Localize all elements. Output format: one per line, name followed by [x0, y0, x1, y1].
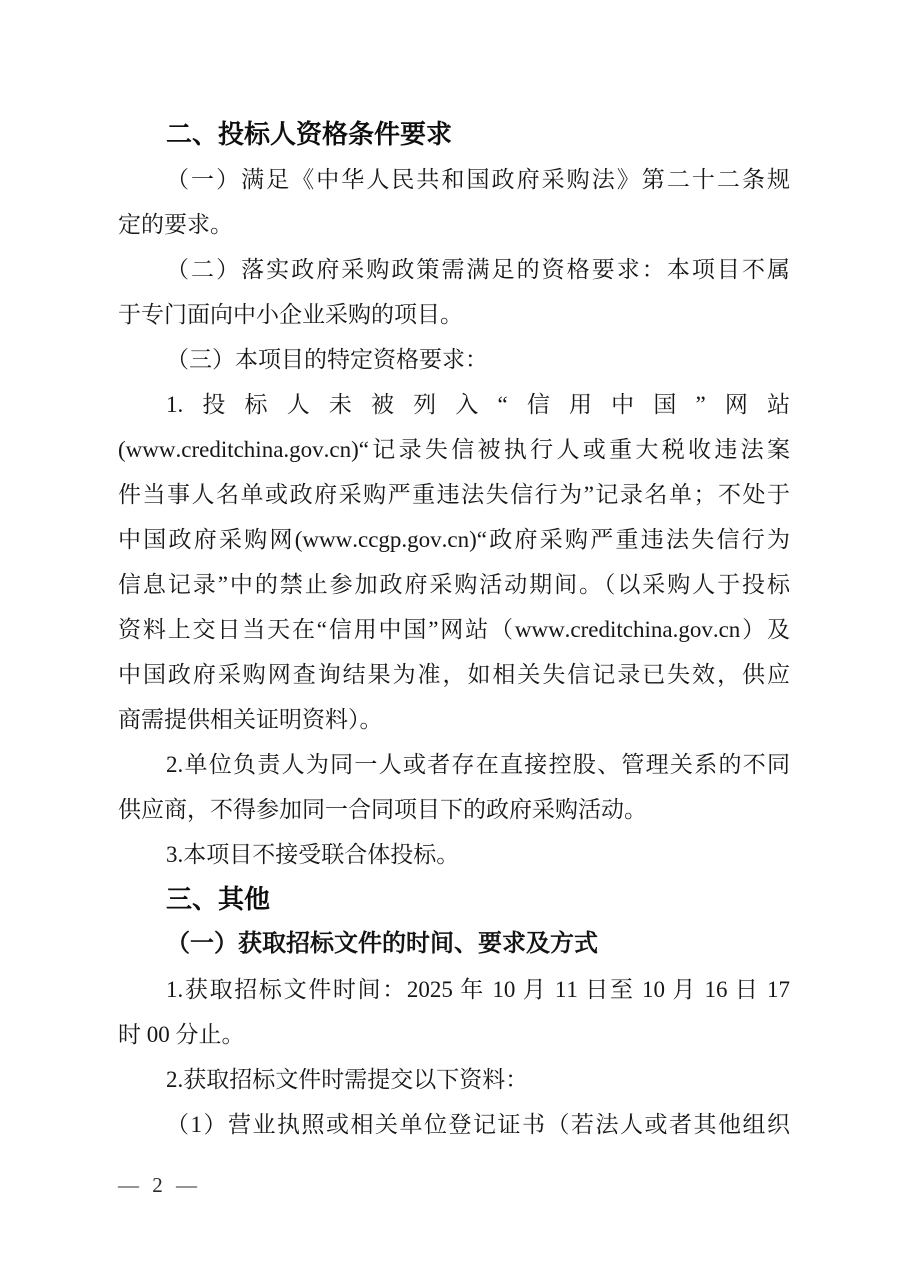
paragraph-line: 商需提供相关证明资料）。 [118, 707, 383, 732]
paragraph-line: 2.单位负责人为同一人或者存在直接控股、管理关系的不同 [166, 752, 790, 777]
page-number: — 2 — [118, 1173, 201, 1197]
paragraph-line: 时 00 分止。 [118, 1022, 245, 1047]
sub-heading-document-acquisition: （一）获取招标文件的时间、要求及方式 [166, 931, 598, 957]
document-body [118, 112, 790, 1147]
paragraph-line: (www.creditchina.gov.cn)“记录失信被执行人或重大税收违法案 [118, 437, 790, 462]
section-heading-other: 三、其他 [166, 884, 271, 914]
paragraph-line: （三）本项目的特定资格要求： [166, 347, 488, 372]
paragraph-line: 中国政府采购网(www.ccgp.gov.cn)“政府采购严重违法失信行为 [118, 527, 790, 552]
paragraph-line: 于专门面向中小企业采购的项目。 [118, 302, 463, 327]
paragraph-line: 中国政府采购网查询结果为准，如相关失信记录已失效，供应 [118, 662, 790, 687]
paragraph-line: 资料上交日当天在“信用中国”网站（www.creditchina.gov.cn）及 [118, 617, 790, 642]
paragraph-line: （1）营业执照或相关单位登记证书（若法人或者其他组织 [166, 1112, 790, 1137]
paragraph-line: （一）满足《中华人民共和国政府采购法》第二十二条规 [166, 167, 790, 192]
paragraph-line: 定的要求。 [118, 212, 233, 237]
section-heading-bidder-qualifications: 二、投标人资格条件要求 [166, 119, 453, 149]
paragraph-line: 件当事人名单或政府采购严重违法失信行为”记录名单；不处于 [118, 482, 790, 507]
paragraph-line: 供应商，不得参加同一合同项目下的政府采购活动。 [118, 797, 647, 822]
paragraph-line: 1.投标人未被列入“信用中国”网站 [166, 392, 790, 417]
paragraph-line: 3.本项目不接受联合体投标。 [166, 842, 460, 867]
paragraph-line: 信息记录”中的禁止参加政府采购活动期间。（以采购人于投标 [118, 572, 790, 597]
paragraph-line: 2.获取招标文件时需提交以下资料： [166, 1067, 529, 1092]
page-footer [118, 1170, 201, 1200]
paragraph-line: （二）落实政府采购政策需满足的资格要求：本项目不属 [166, 257, 790, 282]
paragraph-line: 1.获取招标文件时间：2025 年 10 月 11 日至 10 月 16 日 17 [166, 977, 790, 1002]
